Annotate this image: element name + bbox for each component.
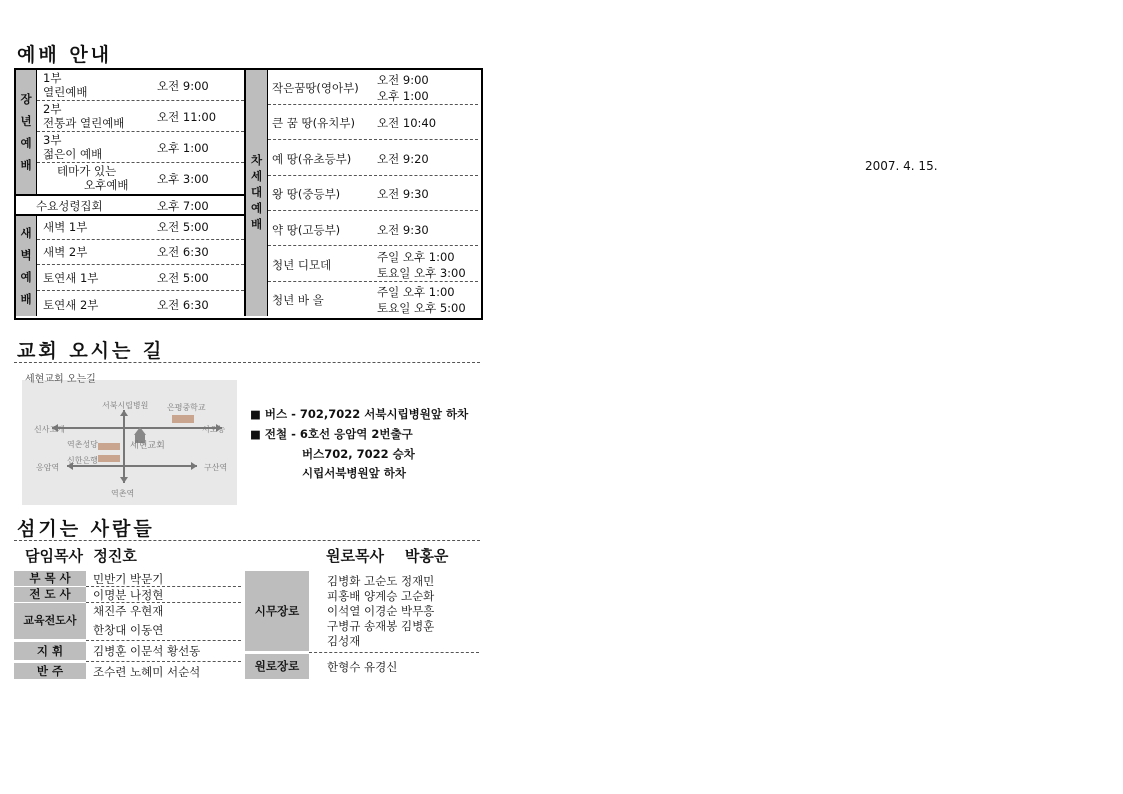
adult-row-3: 3부 젊은이 예배: [43, 133, 103, 161]
next-row-1-time: 오전 9:00 오후 1:00: [377, 73, 429, 103]
directions-subway: ■ 전철 - 6호선 응암역 2번출구: [250, 427, 413, 441]
map-title: 세현교회 오는길: [25, 374, 96, 385]
adult-row-3-time: 오후 1:00: [157, 141, 209, 155]
next-row-4-time: 오전 9:30: [377, 187, 429, 201]
adult-row-2: 2부 전통과 열린예배: [43, 102, 125, 130]
next-row-6-time: 주일 오후 1:00 토요일 오후 3:00: [377, 250, 466, 280]
education-evangelist-names-1: 채진주 우현재: [93, 604, 164, 618]
next-row-3-time: 오전 9:20: [377, 152, 429, 166]
wednesday-time: 오후 7:00: [157, 199, 209, 213]
next-row-7-time: 주일 오후 1:00 토요일 오후 5:00: [377, 285, 466, 315]
senior-pastor: 담임목사 정진호: [25, 547, 137, 565]
adult-row-4: 테마가 있는 오후예배: [57, 164, 129, 192]
directions-title: 교회 오시는 길: [17, 340, 165, 362]
worship-title: 예배 안내: [17, 44, 113, 66]
map-label-east: 서오능: [202, 425, 226, 434]
map-label-school: 은평중학교: [167, 403, 206, 412]
retired-elders-names: 한형수 유경신: [327, 660, 398, 674]
next-row-2-time: 오전 10:40: [377, 116, 437, 130]
role-associate-pastor: 부 목 사: [14, 571, 86, 586]
next-row-6: 청년 디모데: [272, 258, 332, 272]
adult-worship-label: 장 년 예 배: [16, 70, 36, 194]
next-row-3: 예 땅(유초등부): [272, 152, 352, 166]
dawn-row-1-time: 오전 5:00: [157, 220, 209, 234]
role-evangelist: 전 도 사: [14, 587, 86, 602]
adult-row-4-time: 오후 3:00: [157, 172, 209, 186]
accompanist-names: 조수련 노혜미 서순석: [93, 665, 201, 679]
evangelist-names: 이명분 나정현: [93, 588, 164, 602]
dawn-row-3-time: 오전 5:00: [157, 271, 209, 285]
staff-title: 섬기는 사람들: [17, 518, 155, 540]
bulletin-date: 2007. 4. 15.: [865, 159, 938, 173]
emeritus-pastor: 원로목사 박홍운: [326, 547, 449, 565]
directions-bus: ■ 버스 - 702,7022 서북시립병원앞 하차: [250, 407, 469, 421]
next-row-5-time: 오전 9:30: [377, 223, 429, 237]
role-retired-elders: 원로장로: [245, 654, 309, 679]
elders-names: 김병화 고순도 정재민 피홍배 양계승 고순화 이석열 이경순 박무흥 구병규 송재봉 김병훈 김성재: [327, 574, 435, 648]
role-elders: 시무장로: [245, 571, 309, 651]
dawn-row-1: 새벽 1부: [43, 220, 88, 234]
conductor-names: 김병훈 이문석 황선동: [93, 644, 201, 658]
associate-pastor-names: 민반기 박문기: [93, 572, 164, 586]
directions-transfer-bus: 버스702, 7022 승차: [302, 447, 415, 461]
church-map: [22, 380, 237, 505]
wednesday-name: 수요성령집회: [36, 199, 103, 213]
adult-row-2-time: 오전 11:00: [157, 110, 217, 124]
education-evangelist-names-2: 한창대 이동연: [93, 623, 164, 637]
map-label-church: 세현교회: [130, 441, 165, 451]
map-label-west: 신사고개: [34, 425, 65, 434]
next-gen-worship-label: 차 세 대 예 배: [246, 70, 267, 316]
role-accompanist: 반 주: [14, 663, 86, 679]
dawn-row-3: 토연새 1부: [43, 271, 99, 285]
directions-getoff: 시립서북병원앞 하차: [302, 466, 406, 480]
map-label-station-right: 구산역: [204, 463, 228, 472]
map-label-station-left: 응암역: [36, 463, 60, 472]
next-row-1: 작은꿈땅(영아부): [272, 81, 359, 95]
map-label-cathedral: 역촌성당: [67, 440, 98, 449]
next-row-2: 큰 꿈 땅(유치부): [272, 116, 355, 130]
next-row-7: 청년 바 을: [272, 293, 324, 307]
adult-row-1-time: 오전 9:00: [157, 79, 209, 93]
dawn-row-2: 새벽 2부: [43, 245, 88, 259]
map-label-hospital: 서북시립병원: [102, 401, 149, 410]
dawn-worship-label: 새 벽 예 배: [16, 216, 36, 316]
role-conductor: 지 휘: [14, 642, 86, 660]
dawn-row-4: 토연새 2부: [43, 298, 99, 312]
adult-row-1: 1부 열린예배: [43, 71, 88, 99]
dawn-row-2-time: 오전 6:30: [157, 245, 209, 259]
map-label-bank: 신한은행: [67, 456, 98, 465]
map-label-station-bottom: 역촌역: [111, 489, 135, 498]
dawn-row-4-time: 오전 6:30: [157, 298, 209, 312]
next-row-5: 약 땅(고등부): [272, 223, 341, 237]
role-education-evangelist: 교육전도사: [14, 603, 86, 639]
next-row-4: 왕 땅(중등부): [272, 187, 341, 201]
